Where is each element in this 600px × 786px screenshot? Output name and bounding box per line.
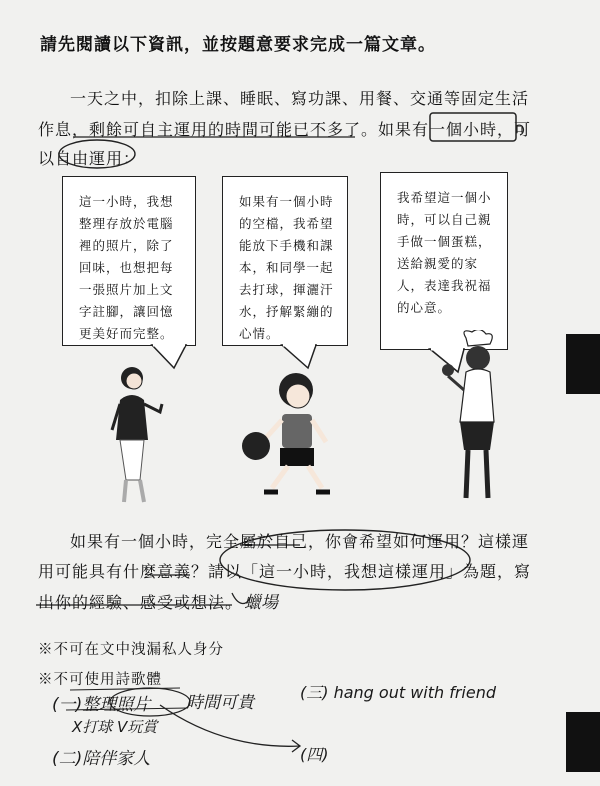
bubble-line: 人，表達我祝福 [397,278,492,293]
bubble-line: 整理存放於電腦 [79,216,174,231]
bubble-line: 手做一個蛋糕， [397,234,492,249]
bubble-line: 能放下手機和課 [239,238,334,253]
bubble-line: 去打球，揮灑汗 [239,282,334,297]
bubble-line: 本，和同學一起 [239,260,334,275]
bubble-tail-2 [280,344,320,370]
bubble-line: 一張照片加上文 [79,282,174,297]
bubble-line: 的空檔，我希望 [239,216,334,231]
bubble-line: 我希望這一個小 [397,190,492,205]
note-no-poetry: ※不可使用詩歌體 [38,672,162,688]
outline-item-4: (四) [300,745,329,764]
bubble-line: 的心意。 [397,300,452,315]
bubble-line: 更美好而完整。 [79,326,174,341]
outline-item-1b: X打球 V玩賞 [72,718,158,736]
bubble-line: 時，可以自己親 [397,212,492,227]
intro-line-2: 作息，剩餘可自主運用的時間可能已不多了。如果有一個小時，可 [38,120,532,139]
speech-bubble-cake [380,172,508,350]
boy-basketball-illustration [234,370,354,500]
speech-bubble-ball [222,176,348,346]
bubble-line: 這一小時，我想 [79,194,174,209]
outline-item-2: (二)陪伴家人 [52,749,151,769]
question-line-3: 出你的經驗、感受或想法。 [38,593,243,612]
circle-free-use [59,140,135,168]
bubble-line: 字註腳，讓回憶 [79,304,174,319]
bubble-line: 裡的照片，除了 [79,238,174,253]
question-line-2: 用可能具有什麼意義？請以「這一小時，我想這樣運用」為題，寫 [38,562,532,581]
edge-marker-bottom [566,712,600,772]
intro-line-1: 一天之中，扣除上課、睡眠、寫功課、用餐、交通等固定生活 [70,89,530,108]
edge-marker-top [566,334,600,394]
page-heading: 請先閱讀以下資訊，並按題意要求完成一篇文章。 [40,35,436,55]
bubble-line: 水，抒解緊繃的 [239,304,334,319]
note-privacy: ※不可在文中洩漏私人身分 [38,642,224,658]
bubble-line: 送給親愛的家 [397,256,479,271]
bubble-line: 如果有一個小時 [239,194,334,209]
outline-item-3: (三) hang out with friend [300,683,497,702]
outline-item-1-extra: 時間可貴 [186,693,254,713]
box-one-hour [430,113,516,141]
chef-illustration [430,330,520,510]
woman-illustration [96,360,176,510]
outline-item-1: (一)整理照片 [52,695,151,715]
bubble-line: 心情。 [239,326,280,341]
bubble-line: 回味，也想把每 [79,260,174,275]
intro-line-3: 以自由運用： [38,149,141,168]
question-line-1: 如果有一個小時，完全屬於自己，你會希望如何運用？這樣運 [70,532,530,551]
speech-bubble-photos [62,176,196,346]
handwritten-word: 蠟場 [244,593,278,613]
